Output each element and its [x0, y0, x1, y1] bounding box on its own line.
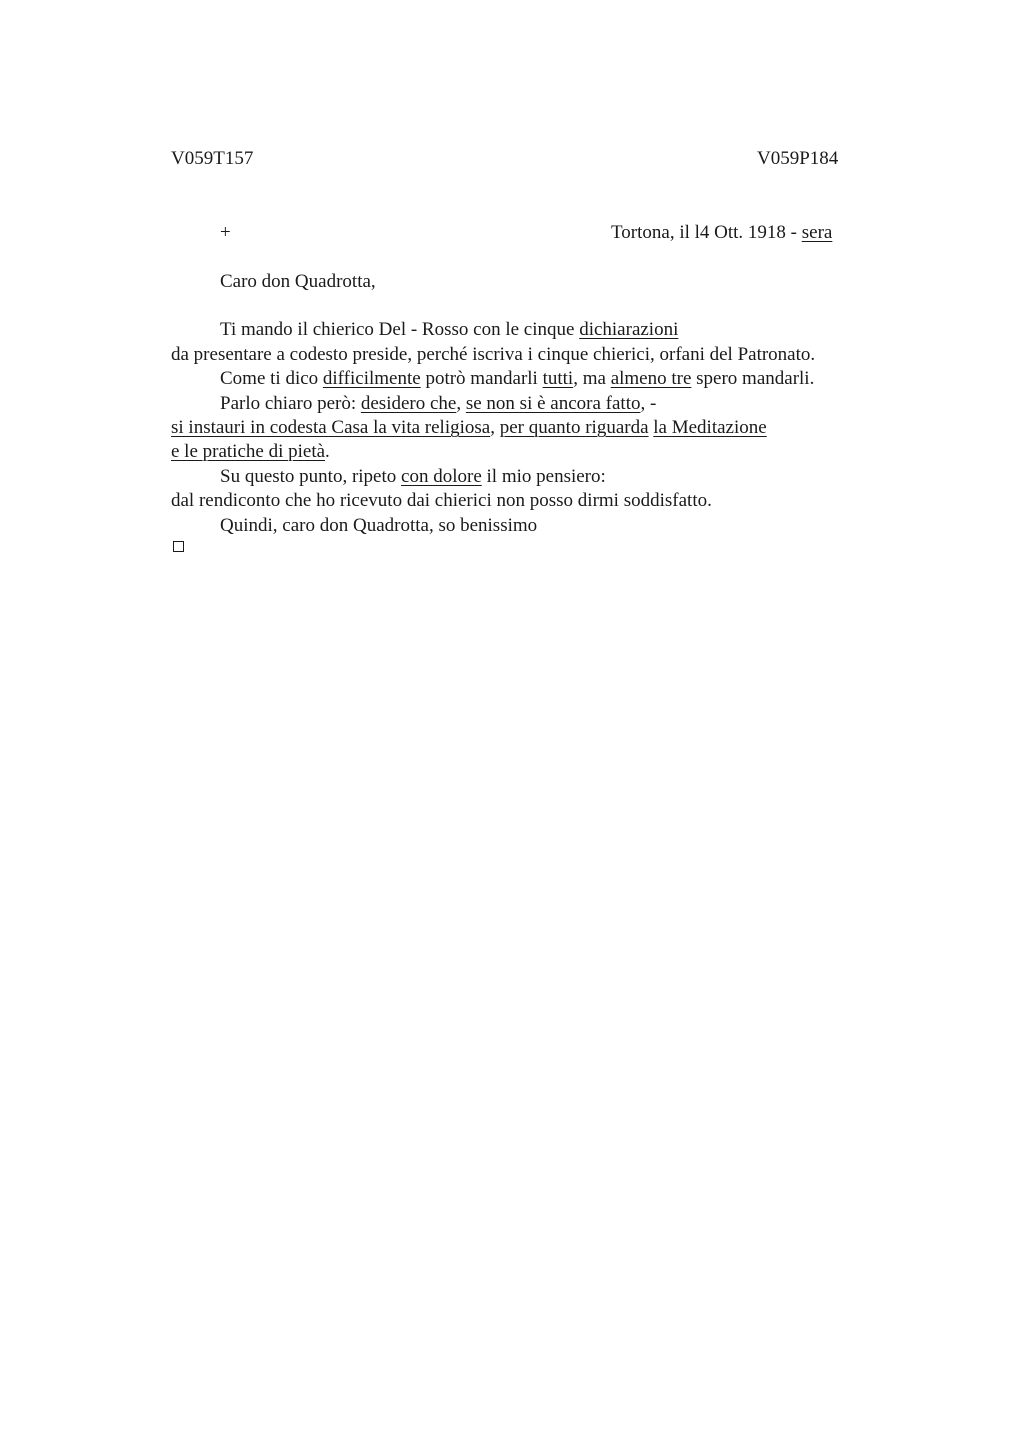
text-segment: potrò mandarli — [420, 368, 543, 389]
text-segment: , — [490, 417, 500, 438]
body-line-9: Quindi, caro don Quadrotta, so benissimo — [220, 515, 538, 536]
underlined-text: la Meditazione — [653, 417, 767, 438]
body-line-4 — [220, 394, 656, 413]
underlined-text: almeno tre — [610, 368, 692, 389]
text-segment: Come ti dico — [220, 368, 323, 389]
dateline — [611, 223, 832, 242]
body-line-1 — [220, 320, 678, 339]
salutation: Caro don Quadrotta, — [220, 271, 376, 292]
text-segment: Su questo punto, ripeto — [220, 466, 402, 487]
body-line-6 — [171, 442, 330, 461]
document-code-right: V059P184 — [757, 148, 839, 169]
underlined-text: e le pratiche di pietà — [171, 441, 326, 462]
body-line-5 — [171, 418, 767, 437]
checkbox-square-icon — [173, 541, 184, 552]
underlined-text: desidero che — [360, 393, 457, 414]
text-segment: il mio pensiero: — [481, 466, 606, 487]
text-segment: , — [456, 393, 466, 414]
body-line-3 — [220, 369, 814, 388]
dateline-place-date: Tortona, il l4 Ott. 1918 - — [611, 222, 802, 243]
text-segment: spero mandarli. — [691, 368, 815, 389]
underlined-text: tutti — [542, 368, 574, 389]
body-line-8: dal rendiconto che ho ricevuto dai chierici non posso dirmi soddisfatto. — [171, 490, 712, 511]
underlined-text: si instauri in codesta Casa la vita religiosa — [171, 417, 491, 438]
underlined-text: con dolore — [401, 466, 482, 487]
underlined-text: se non si è ancora fatto — [465, 393, 641, 414]
cross-symbol: + — [220, 222, 231, 243]
body-line-7 — [220, 467, 606, 486]
text-segment: , - — [640, 393, 657, 414]
body-line-2: da presentare a codesto preside, perché iscriva i cinque chierici, orfani del Patronato. — [171, 344, 816, 365]
text-segment: Parlo chiaro però: — [220, 393, 361, 414]
dateline-time: sera — [801, 222, 833, 243]
underlined-text: difficilmente — [322, 368, 421, 389]
underlined-text: per quanto riguarda — [499, 417, 649, 438]
document-code-left: V059T157 — [171, 148, 254, 169]
text-segment: Ti mando il chierico Del - Rosso con le cinque — [220, 319, 580, 340]
underlined-text: dichiarazioni — [579, 319, 679, 340]
text-segment: , ma — [573, 368, 611, 389]
text-segment: . — [325, 441, 330, 462]
